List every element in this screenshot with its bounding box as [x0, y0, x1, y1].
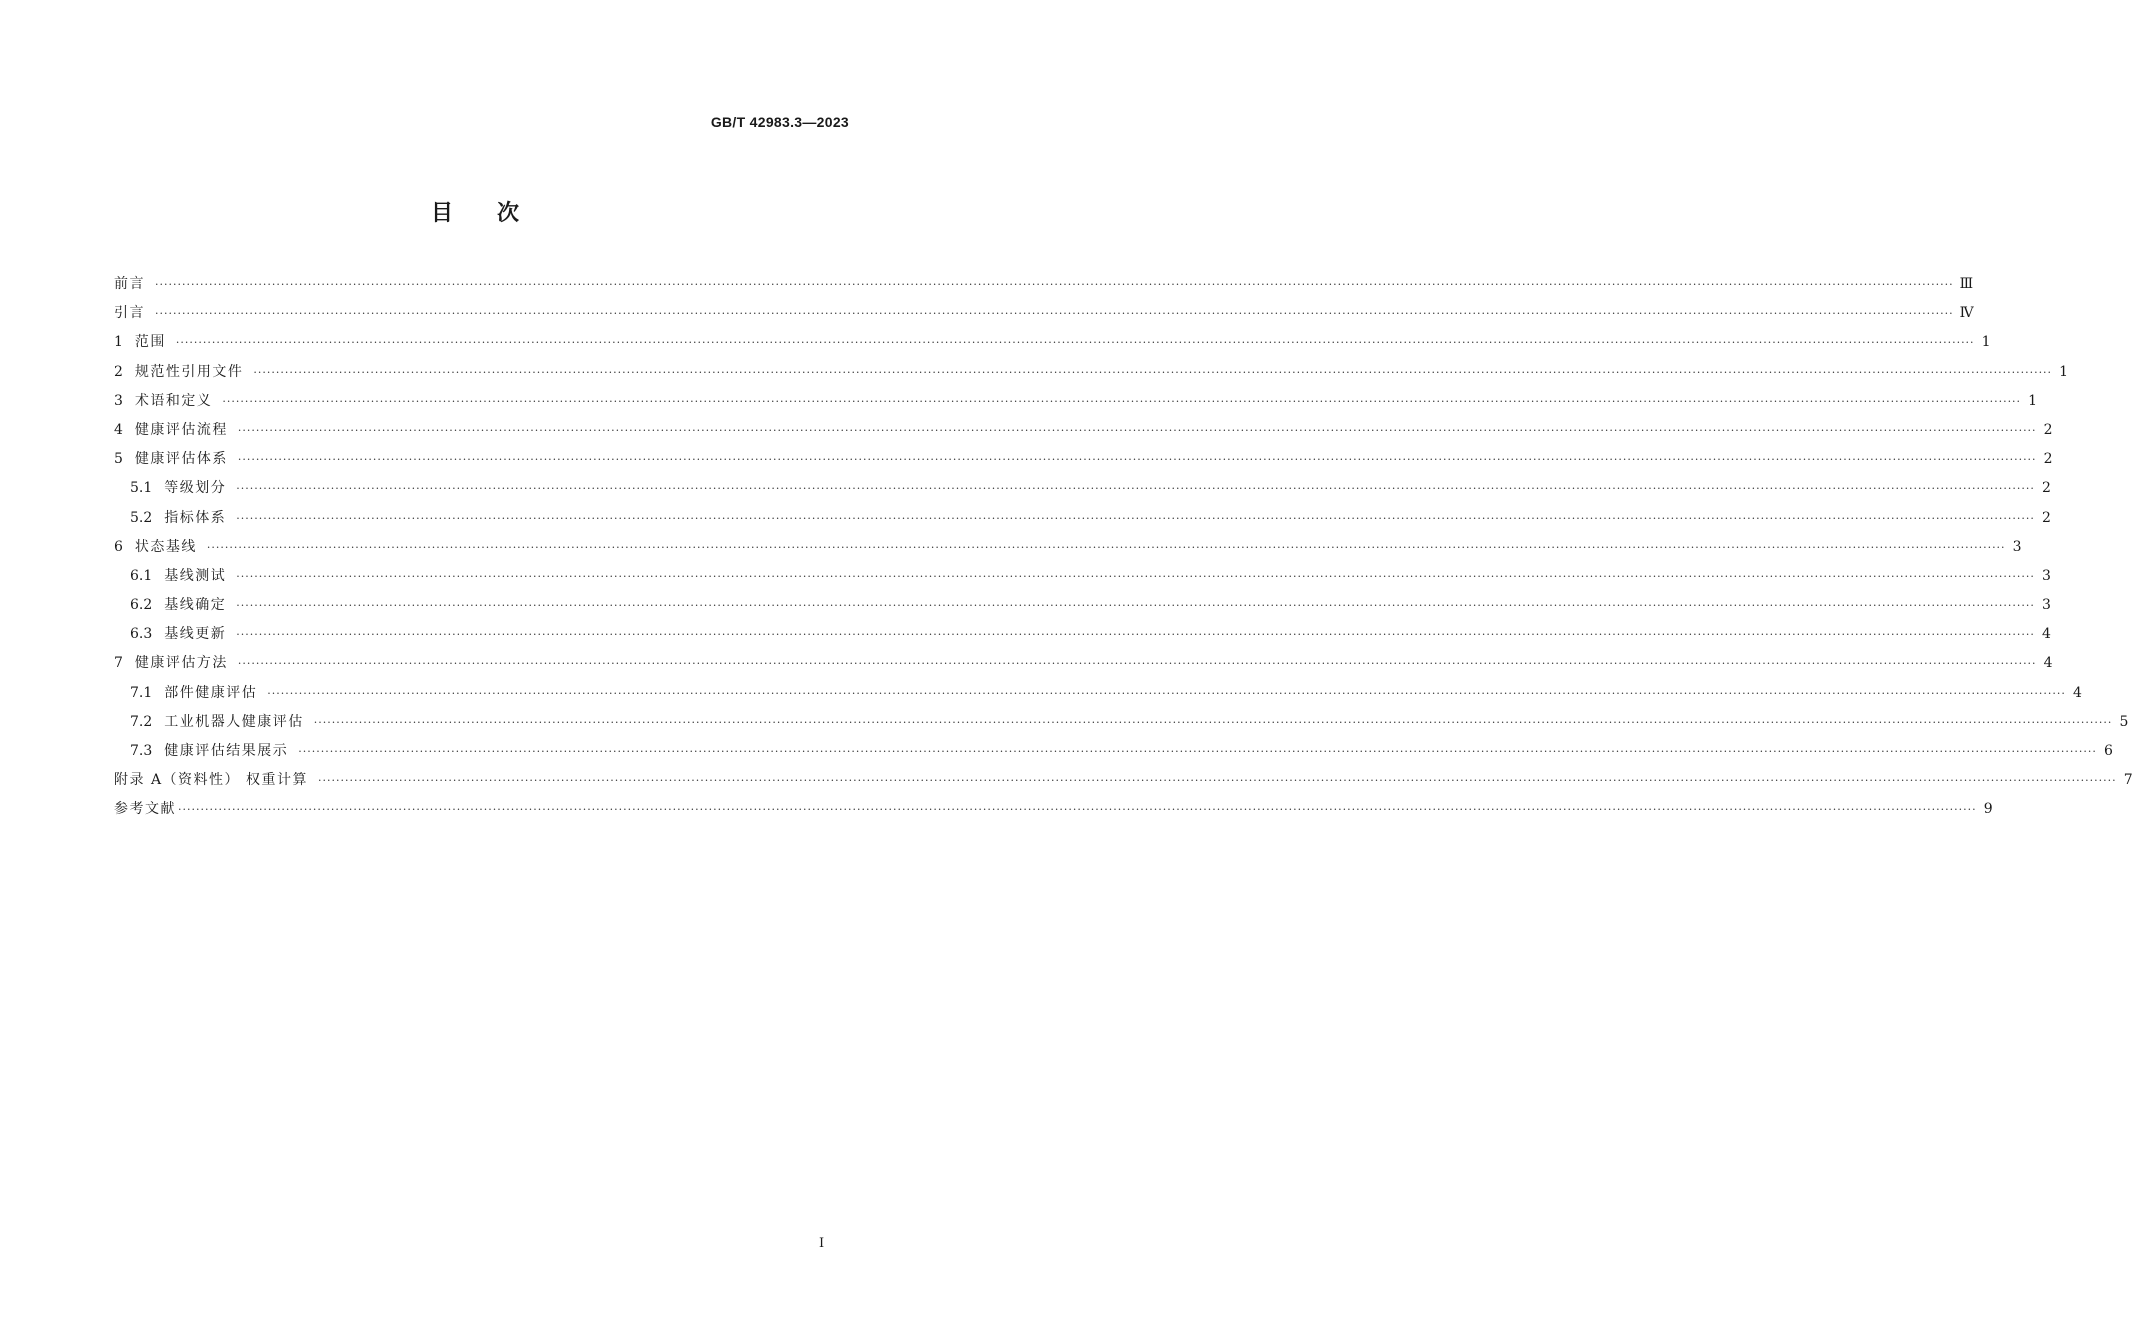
dot-leader: ················································································································································································································································································································································································································ [313, 715, 2113, 729]
page-title: 目次 [430, 201, 563, 226]
toc-entry-number: 7.2 [130, 713, 153, 730]
toc-entry-page: 1 [2028, 392, 2038, 409]
dot-leader: ················································································································································································································································································································································································································ [237, 657, 2037, 671]
toc-entry[interactable] [114, 420, 2053, 449]
dot-leader: ················································································································································································································································································································································································································ [236, 628, 2035, 642]
page-number: I [819, 1236, 825, 1251]
toc-entry[interactable] [114, 653, 2053, 682]
toc-entry-number: 7 [114, 655, 123, 672]
toc-entry-label: 附录 A（资料性） 权重计算 [114, 772, 309, 789]
toc-entry[interactable] [114, 362, 2069, 391]
toc-entry-number: 1 [114, 334, 123, 351]
toc-entry-page: 2 [2041, 480, 2051, 497]
dot-leader: ················································································································································································································································································································································································································ [236, 511, 2035, 525]
dot-leader: ················································································································································································································································································································································································································ [298, 745, 2097, 758]
toc-entry[interactable] [114, 595, 2051, 624]
toc-entry-page: 9 [1983, 801, 1993, 818]
toc-entry[interactable] [114, 624, 2051, 653]
toc-entry-label: 引言 [114, 305, 145, 322]
dot-leader: ················································································································································································································································································································································································································ [222, 394, 2022, 408]
toc-entry-label: 基线更新 [164, 626, 227, 643]
toc-entry[interactable] [114, 683, 2082, 712]
toc-entry-label: 工业机器人健康评估 [164, 713, 304, 730]
toc-entry[interactable] [114, 391, 2038, 420]
toc-entry-label: 等级划分 [164, 480, 227, 497]
toc-entry-label: 范围 [134, 334, 166, 351]
toc-entry-number: 7.3 [130, 743, 153, 759]
toc-entry[interactable] [114, 799, 1993, 828]
toc-entry-page: 2 [2043, 421, 2053, 438]
dot-leader: ················································································································································································································································································································································································································ [236, 569, 2035, 583]
dot-leader: ················································································································································································································································································································································································································ [236, 482, 2035, 496]
toc-entry-page: 2 [2043, 451, 2053, 468]
toc-entry[interactable] [114, 770, 2133, 799]
toc-entry[interactable] [114, 478, 2051, 507]
toc-entry-page: 1 [2059, 363, 2069, 380]
toc-entry-label: 参考文献 [114, 801, 176, 818]
toc-entry-page: 4 [2043, 655, 2053, 672]
toc-entry-page: 3 [2012, 538, 2022, 555]
toc-entry-label: 术语和定义 [134, 392, 213, 409]
toc-entry-number: 3 [114, 392, 123, 409]
toc-entry-number: 5 [114, 451, 123, 468]
dot-leader: ················································································································································································································································································································································································································ [155, 278, 1954, 291]
standard-code: GB/T 42983.3—2023 [710, 114, 849, 130]
toc-entry[interactable] [114, 508, 2051, 537]
toc-entry-page: 3 [2041, 597, 2051, 614]
toc-entry-label: 健康评估结果展示 [164, 743, 289, 759]
toc-entry-label: 健康评估流程 [134, 421, 228, 438]
toc-entry-number: 2 [114, 363, 123, 380]
toc-entry-label: 规范性引用文件 [134, 363, 244, 380]
dot-leader: ················································································································································································································································································································································································································ [236, 599, 2035, 613]
toc-entry-page: Ⅳ [1959, 305, 1974, 322]
toc-entry-number: 6.1 [130, 567, 153, 584]
toc-entry-number: 7.1 [130, 684, 153, 701]
toc-entry-label: 部件健康评估 [164, 684, 258, 701]
toc-entry-page: 7 [2123, 772, 2133, 789]
toc-entry-label: 基线测试 [164, 567, 227, 584]
dot-leader: ················································································································································································································································································································································································································ [237, 423, 2037, 437]
toc-entry-number: 5.1 [130, 480, 153, 497]
toc-entry-page: 6 [2103, 743, 2113, 759]
dot-leader: ················································································································································································································································································································································································································ [318, 774, 2117, 788]
dot-leader: ················································································································································································································································································································································································································ [175, 336, 1975, 350]
toc-entry-label: 前言 [114, 276, 145, 292]
dot-leader: ················································································································································································································································································································································································································ [237, 453, 2037, 467]
toc-entry[interactable] [114, 449, 2053, 478]
toc-entry-label: 健康评估方法 [134, 655, 228, 672]
toc-entry-page: 1 [1981, 334, 1991, 351]
toc-entry-number: 5.2 [130, 509, 153, 526]
toc-entry-number: 6 [114, 538, 123, 555]
dot-leader: ················································································································································································································································································································································································································ [155, 307, 1954, 321]
dot-leader: ················································································································································································································································································································································································································ [267, 686, 2066, 700]
toc-entry-label: 状态基线 [134, 538, 197, 555]
toc-entry-page: 2 [2041, 509, 2051, 526]
toc-entry-page: 4 [2041, 626, 2051, 643]
toc-entry-page: 4 [2072, 684, 2082, 701]
toc-entry-number: 4 [114, 421, 123, 438]
toc-entry[interactable] [114, 274, 1974, 303]
toc-entry-page: Ⅲ [1959, 276, 1974, 292]
toc-entry[interactable] [114, 332, 1991, 361]
toc-entry-page: 3 [2041, 567, 2051, 584]
toc-entry-number: 6.2 [130, 597, 153, 614]
toc-entry[interactable] [114, 537, 2022, 566]
toc-entry-label: 指标体系 [164, 509, 227, 526]
toc-entry-label: 基线确定 [164, 597, 227, 614]
dot-leader: ················································································································································································································································································································································································································ [206, 540, 2006, 554]
dot-leader: ················································································································································································································································································································································································································ [253, 365, 2053, 379]
dot-leader: ················································································································································································································································································································································································································ [178, 803, 1977, 817]
toc-entry-number: 6.3 [130, 626, 153, 643]
toc-entry-page: 5 [2119, 713, 2129, 730]
table-of-contents [114, 274, 2133, 829]
toc-entry[interactable] [114, 741, 2113, 770]
toc-entry[interactable] [114, 303, 1974, 332]
toc-entry-label: 健康评估体系 [134, 451, 228, 468]
toc-entry[interactable] [114, 566, 2051, 595]
toc-entry[interactable] [114, 712, 2129, 741]
